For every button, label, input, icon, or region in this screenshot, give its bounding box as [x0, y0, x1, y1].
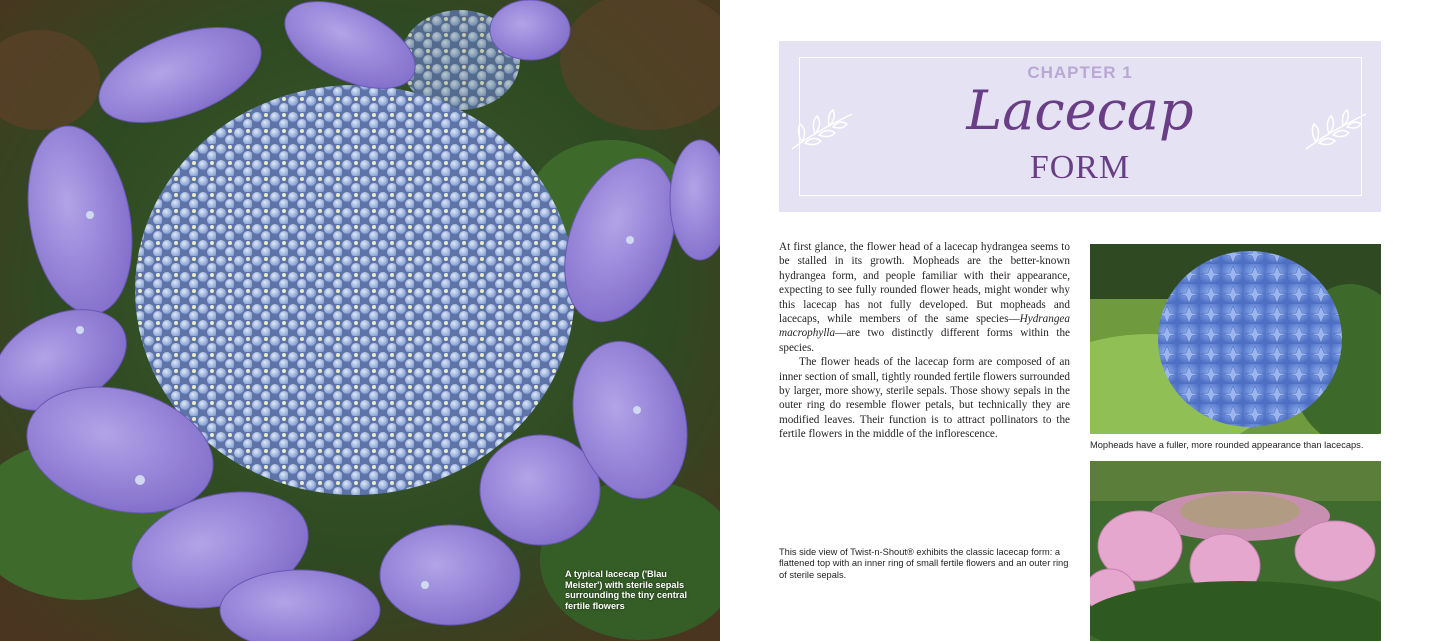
paragraph-1: At first glance, the flower head of a lacecap hydrangea seems to be stalled in its growth. Mopheads are the better-known hydrangea form, and people familiar with their appearance, expecting to see fully rounded flower heads, might wonder why this lacecap has not fully developed. But mopheads and lacecaps, while members of the same species—Hydrangea macrophylla—are two distinctly different forms within the species.: [779, 241, 1070, 354]
chapter-title: Lacecap: [966, 79, 1194, 142]
paragraph-2: The flower heads of the lacecap form are composed of an inner section of small, tightly rounded fertile flowers surrounded by larger, more showy, sterile sepals. Those showy sepals in the outer ring do resemble flower petals, but technically they are modified leaves. Their function is to attract pollinators to the fertile flowers in the middle of the inflorescence.: [779, 356, 1070, 441]
side-view-caption: This side view of Twist-n-Shout® exhibits the classic lacecap form: a flattened top with an inner ring of small fertile flowers and an outer ring of sterile sepals.: [779, 547, 1069, 580]
chapter-label: CHAPTER 1: [1027, 63, 1133, 82]
chapter-subtitle: FORM: [1029, 149, 1131, 186]
species-name: Hydrangea macrophylla: [779, 313, 1070, 340]
body-text: [779, 240, 1070, 442]
mophead-photo: [1090, 244, 1381, 434]
lacecap-photo-caption: A typical lacecap ('Blau Meister') with sterile sepals surrounding the tiny central fertile flowers: [565, 569, 687, 611]
twist-n-shout-photo: [1090, 461, 1381, 641]
mophead-caption: Mopheads have a fuller, more rounded appearance than lacecaps.: [1090, 440, 1364, 450]
chapter-banner: [779, 41, 1381, 212]
